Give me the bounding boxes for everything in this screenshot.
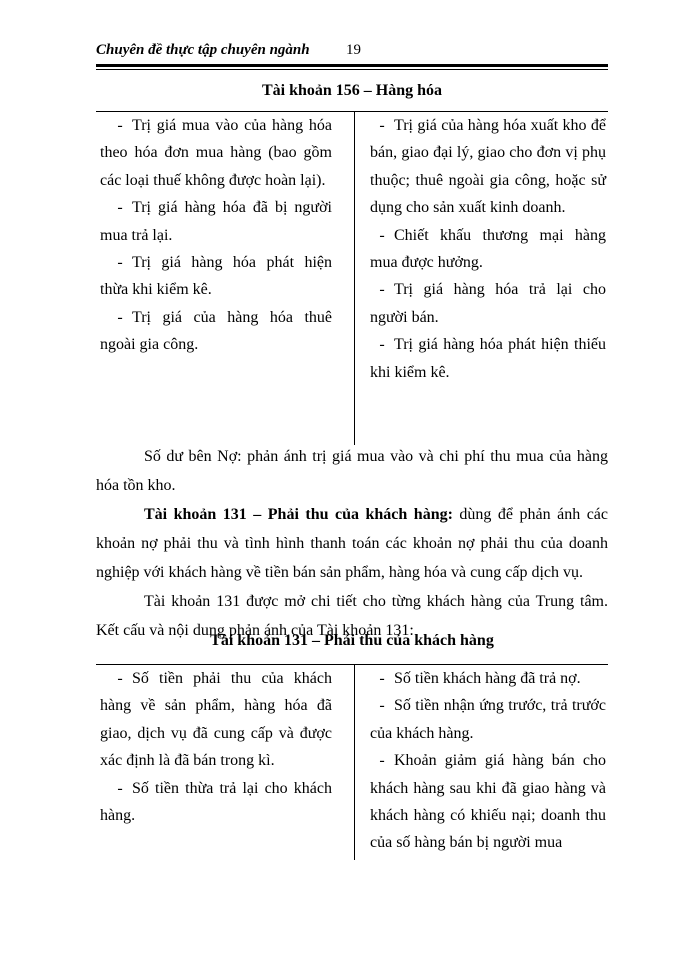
paragraph-balance: Số dư bên Nợ: phản ánh trị giá mua vào và chi phí thu mua của hàng hóa tồn kho. xyxy=(96,448,608,494)
paragraph-account-131: Tài khoản 131 – Phải thu của khách hàng: dùng để phản ánh các khoản nợ phải thu và tình hình thanh toán các khoản nợ phải thu của doanh nghiệp với khách hàng về tiền bán sản phẩm, hàng hóa và cung cấp dịch vụ. xyxy=(96,506,608,581)
table-156-credit-column xyxy=(370,112,606,386)
list-item: - Trị giá hàng hóa trả lại cho người bán. xyxy=(370,281,606,326)
table-131-credit-column xyxy=(370,665,606,857)
table-156-debit-column xyxy=(100,112,332,359)
list-item: - Số tiền phải thu của khách hàng về sản phẩm, hàng hóa đã giao, dịch vụ đã cung cấp và được xác định là đã bán trong kì. xyxy=(100,670,332,770)
running-header xyxy=(96,42,361,59)
list-item: - Số tiền thừa trả lại cho khách hàng. xyxy=(100,779,332,825)
list-item: - Số tiền khách hàng đã trả nợ. xyxy=(379,670,581,687)
header-rule-thick xyxy=(96,64,608,67)
list-item: - Số tiền nhận ứng trước, trả trước của khách hàng. xyxy=(370,697,606,742)
list-item: - Chiết khấu thương mại hàng mua được hưởng. xyxy=(370,226,606,272)
list-item: - Trị giá hàng hóa phát hiện thừa khi kiểm kê. xyxy=(100,254,332,299)
table-156-title: Tài khoản 156 – Hàng hóa xyxy=(261,82,443,99)
table-156-divider xyxy=(354,111,355,445)
list-item: - Trị giá mua vào của hàng hóa theo hóa đơn mua hàng (bao gồm các loại thuế không được hoàn lại). xyxy=(100,117,332,189)
table-131-title: Tài khoản 131 – Phải thu của khách hàng xyxy=(210,632,494,649)
account-131-heading: Tài khoản 131 – Phải thu của khách hàng: xyxy=(144,506,453,523)
list-item: - Trị giá hàng hóa đã bị người mua trả lại. xyxy=(100,199,332,244)
body-text xyxy=(96,442,608,645)
paragraph-account-131-detail: Tài khoản 131 được mở chi tiết cho từng khách hàng của Trung tâm. Kết cấu và nội dung phản ánh của Tài khoản 131: xyxy=(96,593,608,639)
list-item: - Khoản giảm giá hàng bán cho khách hàng sau khi đã giao hàng và khách hàng có khiếu nại; doanh thu của số hàng bán bị người mua xyxy=(370,752,606,852)
list-item: - Trị giá hàng hóa phát hiện thiếu khi kiểm kê. xyxy=(370,336,606,381)
list-item: - Trị giá của hàng hóa xuất kho để bán, giao đại lý, giao cho đơn vị phụ thuộc; thuê ngoài gia công, hoặc sử dụng cho sản xuất kinh doanh. xyxy=(370,117,606,217)
header-rule-thin xyxy=(96,69,608,70)
list-item: - Trị giá của hàng hóa thuê ngoài gia công. xyxy=(100,308,332,354)
table-131-debit-column xyxy=(100,665,332,829)
page-number: 19 xyxy=(346,42,361,58)
header-title: Chuyên đề thực tập chuyên ngành xyxy=(96,42,310,58)
table-131-divider xyxy=(354,664,355,860)
